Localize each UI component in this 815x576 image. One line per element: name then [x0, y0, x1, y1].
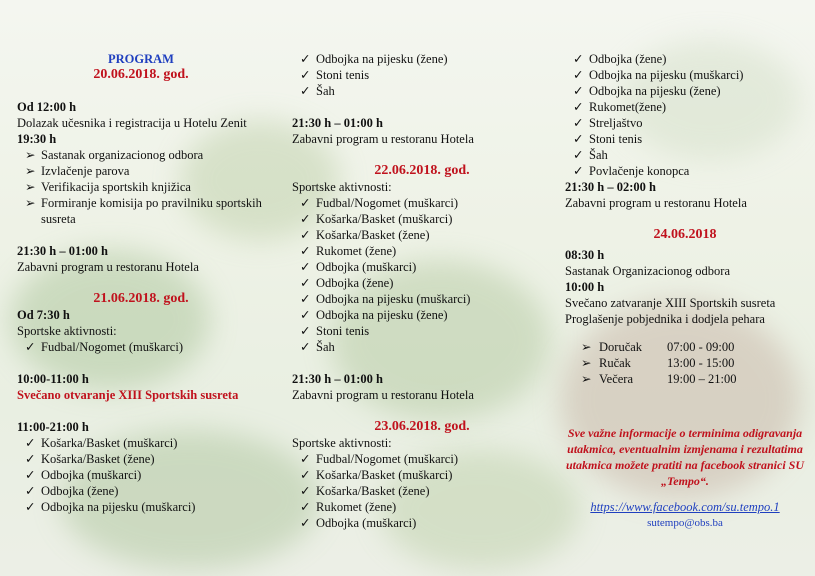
check-icon: ✓: [300, 324, 311, 338]
meal-name: Ručak: [599, 356, 631, 370]
list-item-label: Odbojka na pijesku (muškarci): [316, 292, 471, 306]
check-icon: ✓: [25, 436, 36, 450]
list-item-label: Stoni tenis: [316, 324, 370, 338]
time-label: 11:00-21:00 h: [17, 420, 89, 434]
list-item-label: Košarka/Basket (žene): [41, 452, 155, 466]
column-2: [292, 0, 552, 531]
list-item-label: Povlačenje konopca: [589, 164, 690, 178]
list-item-label: Odbojka (muškarci): [316, 516, 417, 530]
meal-time: 07:00 - 09:00: [667, 340, 735, 354]
list-item-label: Verifikacija sportskih knjižica: [41, 180, 191, 194]
arrow-bullet-icon: ➢: [581, 340, 592, 354]
check-icon: ✓: [300, 276, 311, 290]
arrow-list: [17, 147, 265, 227]
check-list: [292, 195, 552, 355]
list-item-label: Stoni tenis: [589, 132, 643, 146]
check-icon: ✓: [573, 68, 584, 82]
list-item: [17, 195, 265, 227]
list-item-label: Košarka/Basket (muškarci): [316, 212, 453, 226]
arrow-bullet-icon: ➢: [25, 148, 36, 162]
list-item-label: Odbojka na pijesku (žene): [316, 308, 448, 322]
list-item-label: Rukomet (žene): [316, 500, 397, 514]
email-address[interactable]: sutempo@obs.ba: [647, 517, 723, 529]
event-text: Zabavni program u restoranu Hotela: [565, 196, 747, 210]
check-icon: ✓: [300, 516, 311, 530]
list-item: [292, 499, 552, 515]
check-icon: ✓: [300, 212, 311, 226]
check-icon: ✓: [25, 452, 36, 466]
time-label: 19:30 h: [17, 132, 57, 146]
list-item: [292, 195, 552, 211]
list-item-label: Odbojka na pijesku (muškarci): [589, 68, 744, 82]
check-icon: ✓: [300, 452, 311, 466]
meal-row: [565, 355, 736, 371]
check-icon: ✓: [25, 484, 36, 498]
check-icon: ✓: [573, 132, 584, 146]
time-label: Od 7:30 h: [17, 308, 70, 322]
list-item: [17, 163, 265, 179]
meal-row: [565, 339, 736, 355]
list-item-label: Fudbal/Nogomet (muškarci): [41, 340, 183, 354]
list-item: [565, 99, 805, 115]
list-item: [292, 275, 552, 291]
list-item: [565, 83, 805, 99]
check-list: [292, 51, 552, 99]
list-item: [565, 147, 805, 163]
check-icon: ✓: [300, 260, 311, 274]
list-item-label: Rukomet (žene): [316, 244, 397, 258]
list-item: [292, 339, 552, 355]
list-item-label: Stoni tenis: [316, 68, 370, 82]
list-item: [565, 163, 805, 179]
list-item: [17, 339, 265, 355]
list-item-label: Fudbal/Nogomet (muškarci): [316, 452, 458, 466]
list-item: [565, 67, 805, 83]
day-title-20: 20.06.2018. god.: [93, 67, 189, 82]
list-item: [17, 147, 265, 163]
check-icon: ✓: [25, 468, 36, 482]
list-item: [292, 259, 552, 275]
list-item-label: Košarka/Basket (žene): [316, 228, 430, 242]
list-item-label: Rukomet(žene): [589, 100, 667, 114]
arrow-bullet-icon: ➢: [581, 356, 592, 370]
check-icon: ✓: [573, 148, 584, 162]
meal-schedule: [565, 339, 736, 387]
event-text: Svečano zatvaranje XIII Sportskih susreta: [565, 296, 776, 310]
check-icon: ✓: [300, 468, 311, 482]
check-list: [17, 435, 265, 515]
column-1: [17, 0, 265, 515]
check-list: [292, 451, 552, 531]
list-item: [17, 467, 265, 483]
list-item: [292, 323, 552, 339]
facebook-link[interactable]: https://www.facebook.com/su.tempo.1: [590, 500, 780, 514]
list-item: [292, 291, 552, 307]
list-item-label: Odbojka na pijesku (muškarci): [41, 500, 196, 514]
day-title-23: 23.06.2018. god.: [374, 419, 470, 434]
list-item: [565, 131, 805, 147]
check-icon: ✓: [300, 228, 311, 242]
arrow-bullet-icon: ➢: [25, 180, 36, 194]
event-text: Zabavni program u restoranu Hotela: [292, 132, 474, 146]
check-icon: ✓: [573, 116, 584, 130]
check-list: [565, 51, 805, 179]
list-item-label: Šah: [316, 84, 335, 98]
check-list: [17, 339, 265, 355]
check-icon: ✓: [300, 244, 311, 258]
list-item-label: Šah: [589, 148, 608, 162]
arrow-bullet-icon: ➢: [581, 372, 592, 386]
check-icon: ✓: [300, 52, 311, 66]
check-icon: ✓: [25, 340, 36, 354]
event-text: Zabavni program u restoranu Hotela: [17, 260, 199, 274]
activities-label: Sportske aktivnosti:: [292, 180, 392, 194]
event-text: Dolazak učesnika i registracija u Hotelu Zenit: [17, 116, 247, 130]
time-label: 21:30 h – 01:00 h: [17, 244, 108, 258]
list-item: [292, 483, 552, 499]
list-item: [17, 483, 265, 499]
check-icon: ✓: [300, 484, 311, 498]
list-item-label: Košarka/Basket (muškarci): [41, 436, 178, 450]
time-label: 10:00 h: [565, 280, 605, 294]
list-item: [292, 307, 552, 323]
list-item: [17, 451, 265, 467]
list-item: [17, 179, 265, 195]
program-label: PROGRAM: [108, 52, 174, 66]
day-title-22: 22.06.2018. god.: [374, 163, 470, 178]
day-title-21: 21.06.2018. god.: [93, 291, 189, 306]
list-item: [292, 83, 552, 99]
list-item-label: Odbojka (žene): [41, 484, 119, 498]
arrow-bullet-icon: ➢: [25, 164, 36, 178]
time-label: 10:00-11:00 h: [17, 372, 89, 386]
check-icon: ✓: [300, 500, 311, 514]
time-label: Od 12:00 h: [17, 100, 77, 114]
meal-name: Večera: [599, 372, 633, 386]
list-item-label: Odbojka (žene): [589, 52, 667, 66]
list-item-label: Odbojka na pijesku (žene): [589, 84, 721, 98]
meal-name: Doručak: [599, 340, 643, 354]
time-label: 21:30 h – 02:00 h: [565, 180, 656, 194]
time-label: 08:30 h: [565, 248, 605, 262]
list-item-label: Odbojka (muškarci): [316, 260, 417, 274]
info-note: Sve važne informacije o terminima odigravanja utakmica, eventualnim izmjenama i rezultatima utakmica možete pratiti na facebook stranici SU „Tempo“.: [565, 426, 804, 488]
event-text: Proglašenje pobjednika i dodjela pehara: [565, 312, 765, 326]
check-icon: ✓: [300, 308, 311, 322]
day-title-24: 24.06.2018: [653, 227, 717, 242]
list-item-label: Odbojka (žene): [316, 276, 394, 290]
list-item: [292, 211, 552, 227]
column-3: [565, 0, 805, 531]
list-item: [565, 115, 805, 131]
time-label: 21:30 h – 01:00 h: [292, 372, 383, 386]
check-icon: ✓: [300, 196, 311, 210]
arrow-bullet-icon: ➢: [25, 196, 36, 210]
meal-time: 13:00 - 15:00: [667, 356, 735, 370]
activities-label: Sportske aktivnosti:: [292, 436, 392, 450]
list-item: [292, 67, 552, 83]
list-item-label: Fudbal/Nogomet (muškarci): [316, 196, 458, 210]
check-icon: ✓: [300, 84, 311, 98]
list-item-label: Odbojka na pijesku (žene): [316, 52, 448, 66]
event-text: Zabavni program u restoranu Hotela: [292, 388, 474, 402]
meal-time: 19:00 – 21:00: [667, 372, 737, 386]
list-item-label: Izvlačenje parova: [41, 164, 130, 178]
time-label: 21:30 h – 01:00 h: [292, 116, 383, 130]
list-item: [292, 451, 552, 467]
activities-label: Sportske aktivnosti:: [17, 324, 117, 338]
list-item: [17, 499, 265, 515]
opening-ceremony: Svečano otvaranje XIII Sportskih susreta: [17, 388, 239, 402]
list-item: [292, 51, 552, 67]
list-item: [292, 467, 552, 483]
check-icon: ✓: [300, 292, 311, 306]
list-item: [292, 227, 552, 243]
list-item-label: Sastanak organizacionog odbora: [41, 148, 204, 162]
list-item: [292, 243, 552, 259]
list-item-label: Streljaštvo: [589, 116, 643, 130]
list-item-label: Formiranje komisija po pravilniku sportskih susreta: [41, 196, 262, 226]
list-item-label: Košarka/Basket (žene): [316, 484, 430, 498]
check-icon: ✓: [573, 52, 584, 66]
check-icon: ✓: [573, 84, 584, 98]
check-icon: ✓: [300, 340, 311, 354]
list-item-label: Košarka/Basket (muškarci): [316, 468, 453, 482]
check-icon: ✓: [573, 100, 584, 114]
list-item: [292, 515, 552, 531]
list-item-label: Odbojka (muškarci): [41, 468, 142, 482]
meal-row: [565, 371, 736, 387]
list-item: [565, 51, 805, 67]
list-item: [17, 435, 265, 451]
event-text: Sastanak Organizacionog odbora: [565, 264, 730, 278]
check-icon: ✓: [300, 68, 311, 82]
check-icon: ✓: [25, 500, 36, 514]
list-item-label: Šah: [316, 340, 335, 354]
check-icon: ✓: [573, 164, 584, 178]
